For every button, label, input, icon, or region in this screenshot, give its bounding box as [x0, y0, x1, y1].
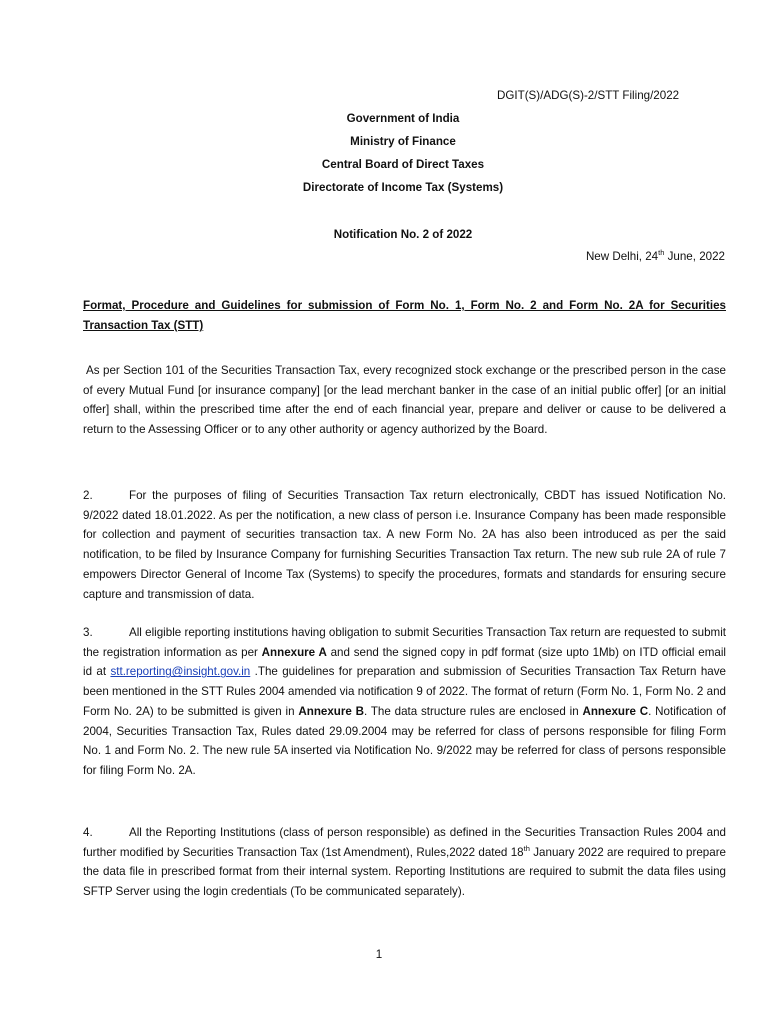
intro-paragraph: As per Section 101 of the Securities Transaction Tax, every recognized stock exchange or the prescribed person in the case of every Mutual Fund [or insurance company] [or the lead merchant banker in the case of an initial public offer] [or an initial offer] shall, within the prescribed time after the end of each financial year, prepare and deliver or cause to be delivered a return to the Assessing Officer or to any other authority or agency authorized by the Board.	[83, 364, 726, 437]
paragraph-4	[83, 823, 726, 902]
reference-number: DGIT(S)/ADG(S)-2/STT Filing/2022	[497, 89, 680, 102]
paragraph-4-text-b: January 2022 are required to prepare the data file in prescribed format from their internal system. Reporting Institutions are required to submit the data files using SFTP Server using the login credentials (To be communicated separately).	[83, 845, 726, 899]
paragraph-2-number: 2.	[83, 489, 93, 502]
paragraph-2	[83, 486, 726, 604]
subject-heading: Format, Procedure and Guidelines for submission of Form No. 1, Form No. 2 and Form No. 2A for Securities Transaction Tax (STT)	[83, 299, 726, 332]
dateline	[586, 250, 725, 263]
date-sup: th	[658, 248, 665, 258]
paragraph-4-number: 4.	[83, 826, 93, 839]
annexure-b: Annexure B	[298, 704, 365, 718]
paragraph-2-text: For the purposes of filing of Securities Transaction Tax return electronically, CBDT has issued Notification No. 9/2022 dated 18.01.2022. As per the notification, a new class of person i.e. Insurance Company has been made responsible for collection and payment of securities transaction tax. A new Form No. 2A has also been introduced as per the said notification, to be filed by Insurance Company for furnishing Securities Transaction Tax return. The new sub rule 2A of rule 7 empowers Director General of Income Tax (Systems) to specify the procedures, formats and standards for ensuring secure capture and transmission of data.	[83, 489, 726, 601]
paragraph-3-text-d: . The data structure rules are enclosed in	[364, 704, 583, 718]
header-government: Government of India	[346, 112, 460, 125]
paragraph-3-text-e: . Notification of 2004, Securities Transaction Tax, Rules dated 29.09.2004 may be referred for class of persons responsible for filing Form No. 1 and Form No. 2. The new rule 5A inserted via Notification No. 9/2022 may be referred for class of persons responsible for filing Form No. 2A.	[83, 704, 726, 777]
header-directorate: Directorate of Income Tax (Systems)	[302, 181, 504, 194]
paragraph-3-text-c: .The guidelines for preparation and submission of Securities Transaction Tax Return have been mentioned in the STT Rules 2004 amended via notification 9 of 2022. The format of return (Form No. 1, Form No. 2 and Form No. 2A) to be submitted is given in	[83, 665, 726, 718]
paragraph-3-text-b: and send the signed copy in pdf format (size upto 1Mb) on ITD official email id at	[83, 645, 726, 679]
paragraph-4-sup: th	[523, 843, 530, 853]
paragraph-3-text-a: All eligible reporting institutions having obligation to submit Securities Transaction Tax return are requested to submit the registration information as per	[83, 626, 726, 659]
annexure-c: Annexure C	[582, 704, 649, 718]
date-suffix: June, 2022	[664, 250, 725, 263]
header-ministry: Ministry of Finance	[350, 135, 456, 148]
paragraph-3-number: 3.	[83, 626, 93, 639]
paragraph-4-text-a: All the Reporting Institutions (class of person responsible) as defined in the Securities Transaction Rules 2004 and further modified by Securities Transaction Tax (1st Amendment), Rules,2022 dated 18	[83, 826, 726, 859]
annexure-a: Annexure A	[261, 645, 327, 659]
paragraph-3	[83, 623, 726, 781]
date-prefix: New Delhi, 24	[585, 250, 659, 263]
header-board: Central Board of Direct Taxes	[321, 158, 485, 171]
email-link[interactable]: stt.reporting@insight.gov.in	[110, 665, 251, 679]
page-number: 1	[375, 948, 383, 961]
notification-title: Notification No. 2 of 2022	[333, 228, 473, 241]
